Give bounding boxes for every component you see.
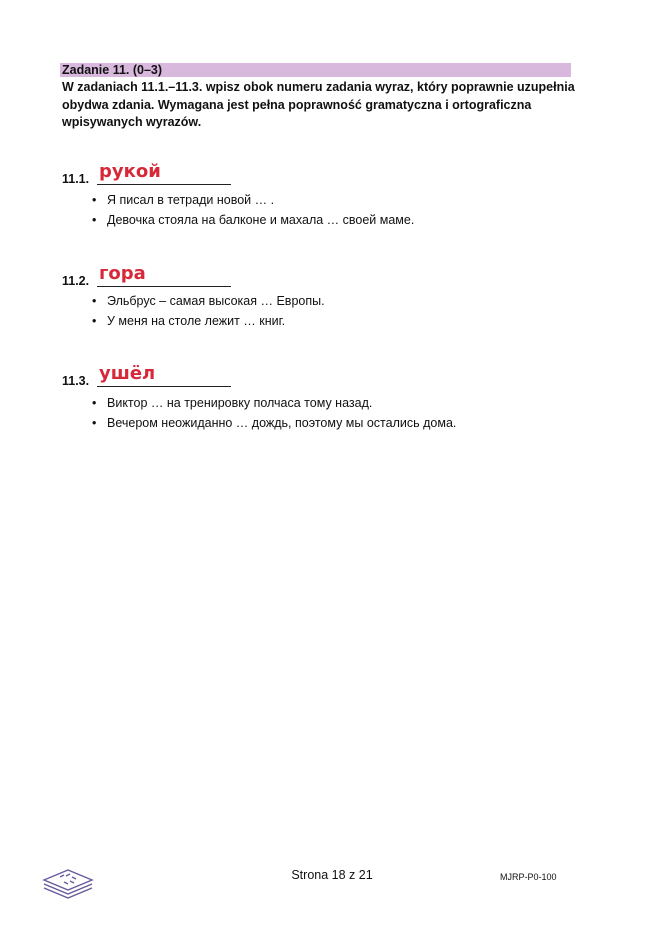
list-item: • Эльбрус – самая высокая … Европы. <box>92 291 325 311</box>
exam-code: MJRP-P0-100 <box>500 872 557 882</box>
answer-line <box>97 184 231 185</box>
answer-input[interactable]: рукой <box>99 161 161 182</box>
task-instruction: W zadaniach 11.1.–11.3. wpisz obok numeru zadania wyraz, który poprawnie uzupełnia obydwa zdania. Wymagana jest pełna poprawność gramatyczna i ortograficzna wpisywanych wyrazów. <box>62 80 575 129</box>
list-item: • Виктор … на тренировку полчаса тому назад. <box>92 393 456 413</box>
answer-input[interactable]: ушёл <box>99 363 156 384</box>
list-item: • У меня на столе лежит … книг. <box>92 311 325 331</box>
subtask-number: 11.2. <box>62 274 90 288</box>
page-number: Strona 18 z 21 <box>291 868 373 882</box>
sentence-list <box>92 190 414 230</box>
sentence-list <box>92 291 325 331</box>
subtask-number: 11.1. <box>62 172 90 186</box>
list-item: • Девочка стояла на балконе и махала … своей маме. <box>92 210 414 230</box>
subtask-number: 11.3. <box>62 374 90 388</box>
answer-line <box>97 286 231 287</box>
sentence-list <box>92 393 456 433</box>
task-title: Zadanie 11. (0–3) <box>62 63 163 77</box>
answer-line <box>97 386 231 387</box>
list-item: • Вечером неожиданно … дождь, поэтому мы остались дома. <box>92 413 456 433</box>
answer-input[interactable]: гора <box>99 263 146 284</box>
list-item: • Я писал в тетради новой … . <box>92 190 414 210</box>
